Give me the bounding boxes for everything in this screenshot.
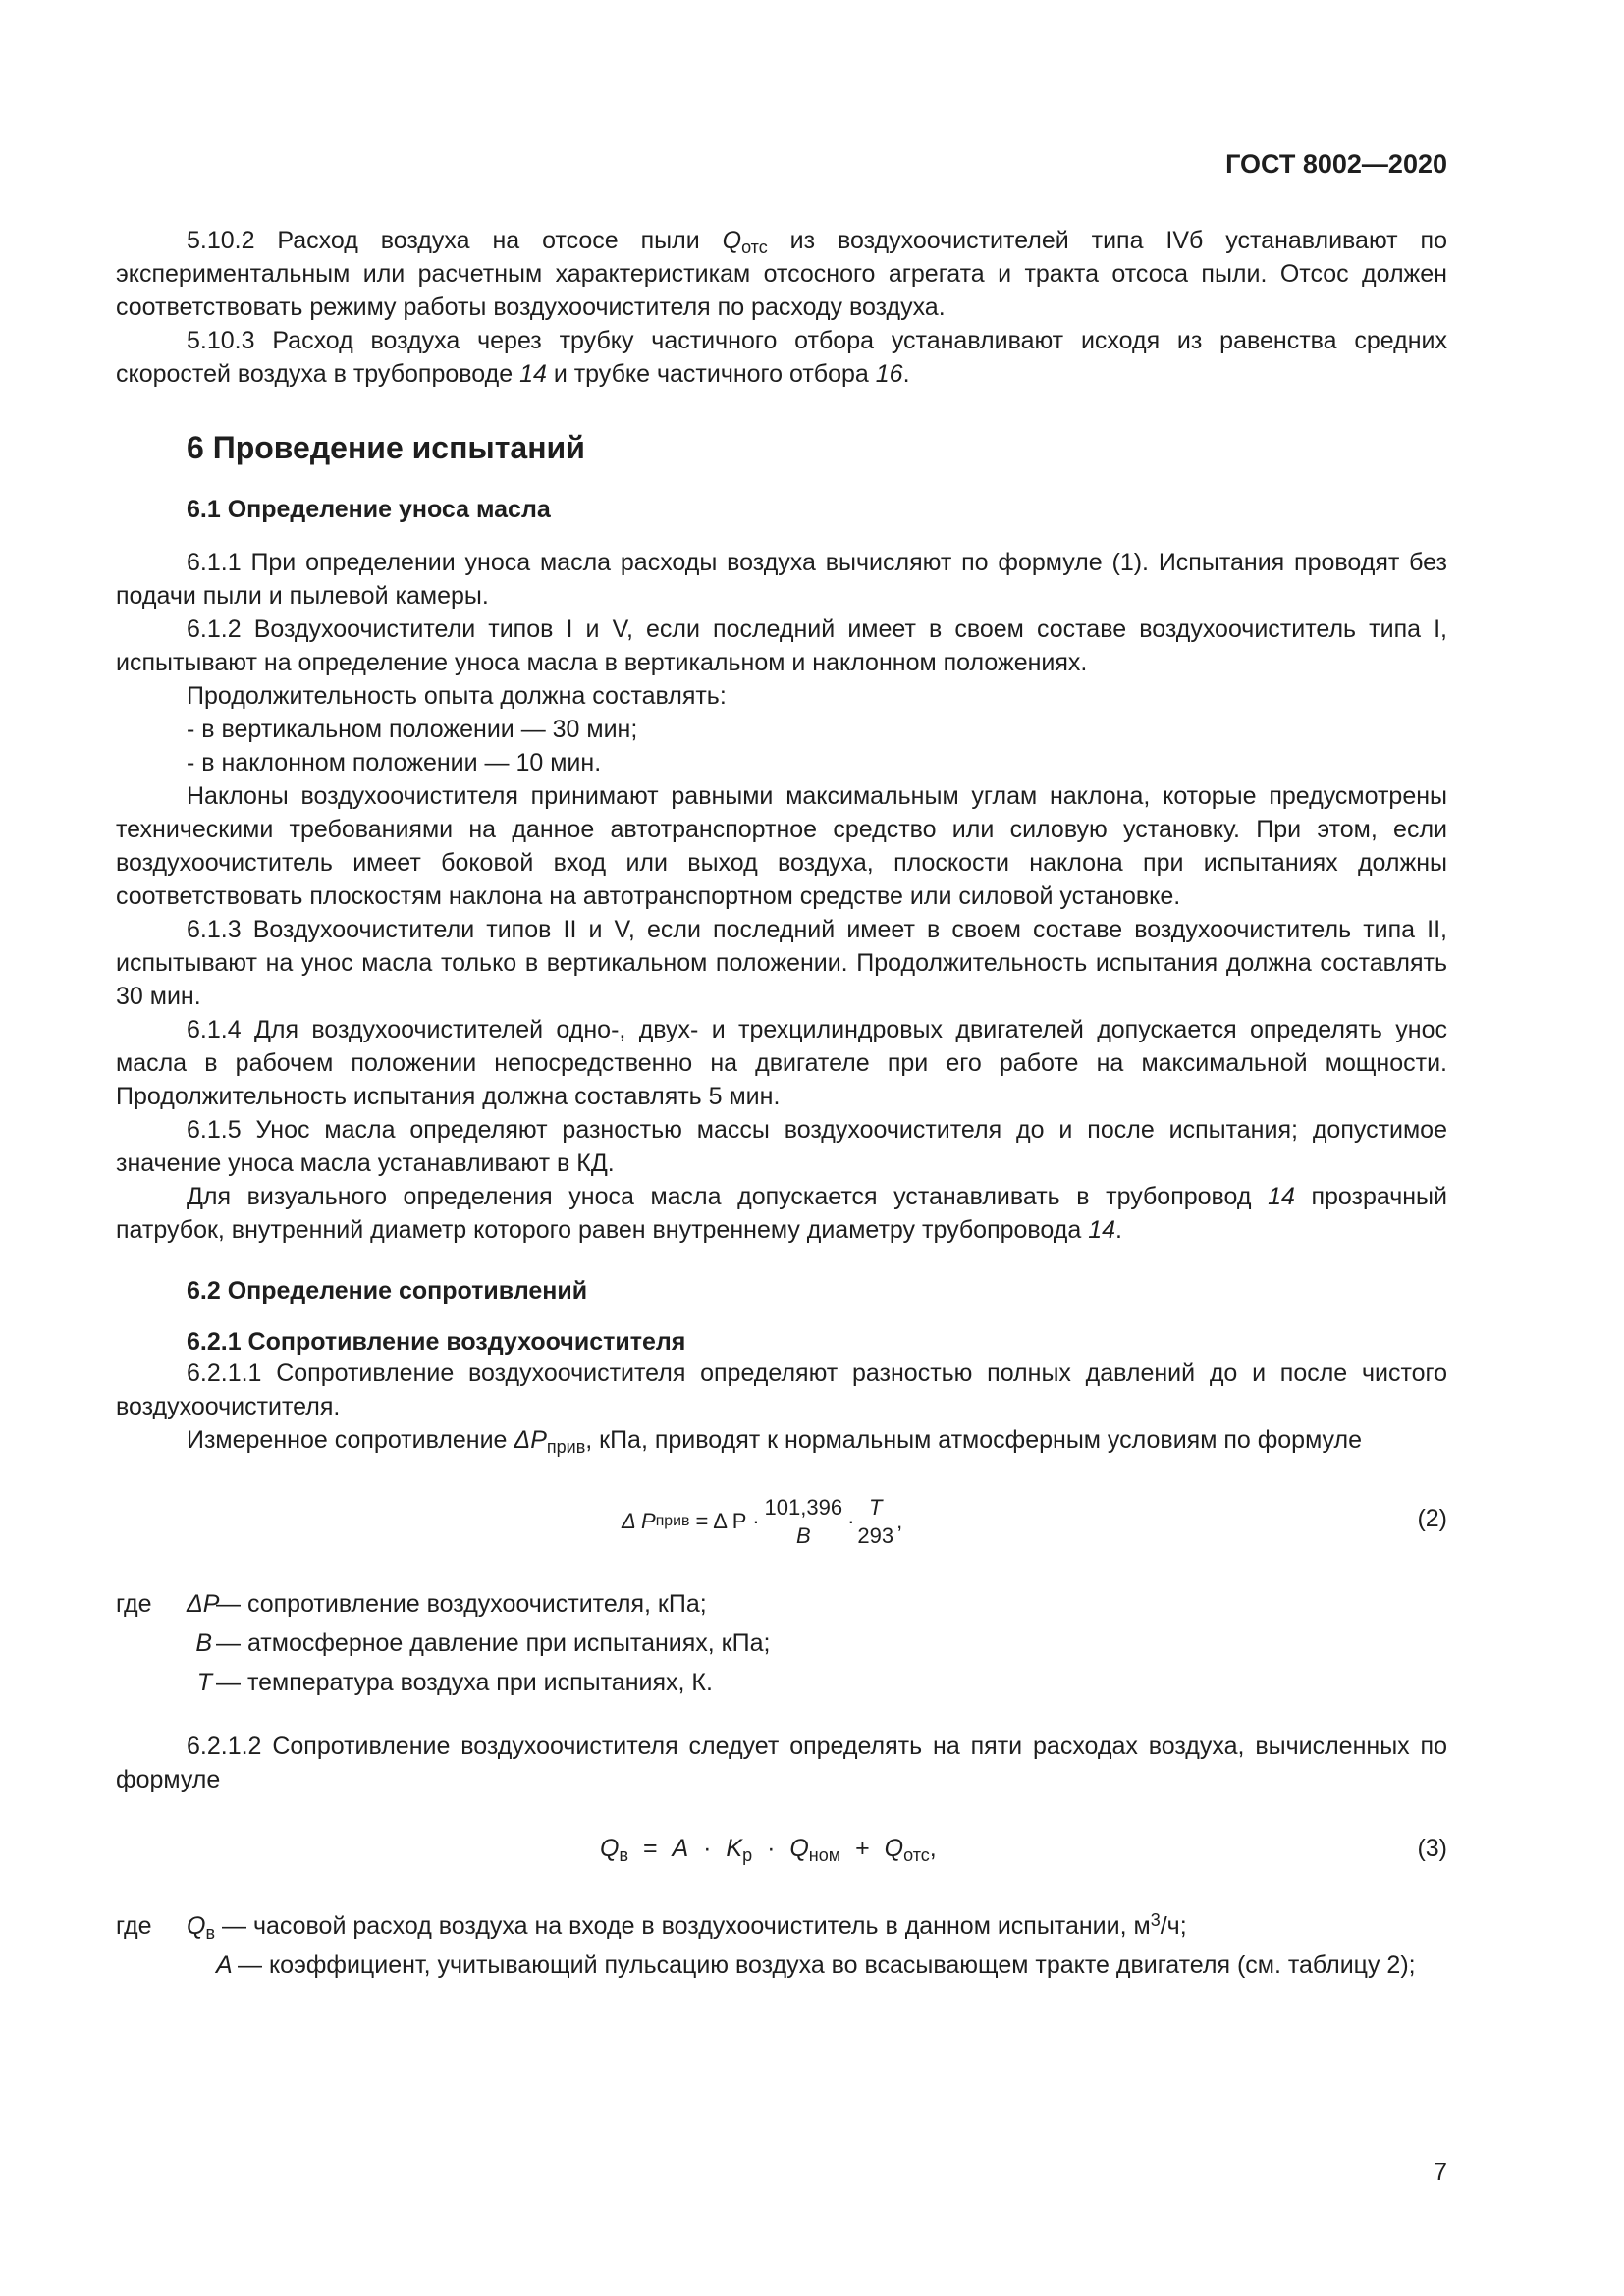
legend-symbol: B: [195, 1629, 212, 1657]
paragraph-5-10-3: [116, 324, 1447, 391]
fraction: [763, 1494, 845, 1550]
legend-definition: — атмосферное давление при испытаниях, кПа;: [216, 1629, 771, 1657]
legend-definition: — коэффициент, учитывающий пульсацию воздуха во всасывающем тракте двигателя (см. таблицу 2);: [238, 1951, 1416, 1979]
legend-symbol: T: [196, 1669, 212, 1696]
symbol: Q: [187, 1912, 206, 1940]
text: прозрачный патрубок, внутренний диаметр которого равен внутреннему диаметру трубопровода: [116, 1183, 1447, 1244]
subscript: отс: [741, 238, 768, 258]
section-6-title: 6 Проведение испытаний: [187, 430, 585, 465]
formula-comma: ,: [929, 1835, 937, 1862]
formula-subscript: отс: [903, 1845, 930, 1866]
paragraph-tilt: Наклоны воздухоочистителя принимают равными максимальным углам наклона, которые предусмотрены техническими требованиями на данное автотранспортное средство или силовую установку. При этом, если воздухоочиститель имеет боковой вход или выход воздуха, плоскости наклона при испытаниях должны соответствовать плоскостям наклона на автотранспортном средстве или силовой установке.: [116, 782, 1447, 910]
formula-operator: =: [628, 1835, 673, 1862]
formula-comma: ,: [896, 1509, 903, 1533]
formula-symbol: K: [726, 1835, 743, 1862]
text: из воздухоочистителей типа IVб устанавливают по экспериментальным или расчетным характеристикам отсосного агрегата и тракта отсоса пыли. Отсос должен соответствовать режиму работы воздухоочистителя по расходу воздуха.: [116, 227, 1447, 321]
page-number: 7: [1434, 2159, 1447, 2186]
formula-subscript: ном: [808, 1845, 841, 1866]
subsection-6-2-1-title: 6.2.1 Сопротивление воздухоочистителя: [187, 1328, 686, 1356]
formula-symbol: A: [672, 1835, 689, 1862]
formula-operator: ·: [688, 1835, 727, 1862]
legend-symbol: [187, 1906, 216, 1946]
legend-spacer: [116, 1946, 222, 1985]
text: и трубке частичного отбора: [546, 360, 876, 388]
paragraph-visual: [116, 1180, 1447, 1247]
paragraph-6-2-1-2: 6.2.1.2 Сопротивление воздухоочистителя следует определять на пяти расходах воздуха, вычисленных по формуле: [116, 1733, 1447, 1793]
superscript: 3: [1150, 1909, 1161, 1930]
list-item: - в наклонном положении — 10 мин.: [187, 749, 602, 776]
paragraph-6-1-4: 6.1.4 Для воздухоочистителей одно-, двух- и трехцилиндровых двигателей допускается определять унос масла в рабочем положении непосредственно на двигателе при его работе на максимальной мощности. Продолжительность испытания должна составлять 5 мин.: [116, 1016, 1447, 1110]
formula-2-legend: [116, 1584, 1447, 1702]
text: Для визуального определения уноса масла допускается устанавливать в трубопровод: [187, 1183, 1269, 1210]
formula-3-expression: [600, 1832, 937, 1865]
legend-lead: где: [116, 1590, 152, 1618]
formula-symbol: Δ P: [622, 1509, 656, 1533]
formula-operator: ·: [847, 1509, 855, 1533]
reference-number: 14: [519, 360, 547, 388]
paragraph-6-2-1-1: 6.2.1.1 Сопротивление воздухоочистителя определяют разностью полных давлений до и после чистого воздухоочистителя.: [116, 1360, 1447, 1420]
paragraph-5-10-2: [116, 224, 1447, 324]
legend-row: [116, 1624, 1447, 1663]
fraction: [857, 1494, 893, 1550]
paragraph-duration: Продолжительность опыта должна составлять:: [187, 682, 727, 710]
reference-number: 14: [1268, 1183, 1295, 1210]
reference-number: 16: [875, 360, 903, 388]
formula-number: (3): [1417, 1835, 1447, 1862]
subscript: прив: [546, 1437, 586, 1458]
subsection-6-1-title: 6.1 Определение уноса масла: [187, 496, 551, 523]
formula-2: [116, 1482, 1447, 1561]
formula-2-expression: Δ P прив = Δ P · $\frac{101,396}{B}$ · $\frac{T}{293}$ ,: [622, 1494, 903, 1548]
paragraph-6-1-2: 6.1.2 Воздухоочистители типов I и V, если последний имеет в своем составе воздухоочиститель типа I, испытывают на определение уноса масла в вертикальном и наклонном положениях.: [116, 615, 1447, 676]
paragraph-6-1-5: 6.1.5 Унос масла определяют разностью массы воздухоочистителя до и после испытания; допустимое значение уноса масла устанавливают в КД.: [116, 1116, 1447, 1177]
document-header: ГОСТ 8002—2020: [1225, 149, 1447, 179]
symbol: Q: [722, 227, 742, 254]
formula-symbol: Q: [884, 1835, 904, 1862]
document-page: [116, 0, 1447, 2296]
text: — часовой расход воздуха на входе в воздухоочиститель в данном испытании, м: [222, 1912, 1151, 1940]
spacer: [116, 1702, 1447, 1730]
paragraph-6-1-1: 6.1.1 При определении уноса масла расходы воздуха вычисляют по формуле (1). Испытания проводят без подачи пыли и пылевой камеры.: [116, 549, 1447, 610]
formula-3-legend: [116, 1906, 1447, 1985]
formula-3: [116, 1818, 1447, 1889]
legend-definition: — температура воздуха при испытаниях, К.: [216, 1669, 713, 1696]
numerator: T: [867, 1494, 884, 1522]
legend-definition: — сопротивление воздухоочистителя, кПа;: [216, 1590, 707, 1618]
legend-row: [116, 1663, 1447, 1702]
legend-definition: [216, 1906, 1447, 1946]
formula-operator: = Δ P ·: [689, 1509, 760, 1533]
formula-operator: +: [840, 1835, 885, 1862]
list-item: - в вертикальном положении — 30 мин;: [187, 716, 638, 743]
document-body: [116, 224, 1447, 1985]
text: 5.10.3 Расход воздуха через трубку частичного отбора устанавливают исходя из равенства средних скоростей воздуха в трубопроводе: [116, 327, 1447, 388]
formula-subscript: в: [619, 1845, 629, 1866]
text: 5.10.2 Расход воздуха на отсосе пыли: [187, 227, 723, 254]
legend-spacer: [116, 1663, 187, 1702]
formula-symbol: Q: [789, 1835, 809, 1862]
legend-row: A — коэффициент, учитывающий пульсацию воздуха во всасывающем тракте двигателя (см. таблицу 2);: [116, 1946, 1447, 1985]
numerator: 101,396: [763, 1494, 845, 1522]
formula-subscript: р: [742, 1845, 753, 1866]
formula-symbol: Q: [600, 1835, 620, 1862]
denominator: B: [795, 1522, 811, 1548]
paragraph-6-1-3: 6.1.3 Воздухоочистители типов II и V, если последний имеет в своем составе воздухоочиститель типа II, испытывают на унос масла только в вертикальном положении. Продолжительность испытания должна составлять 30 мин.: [116, 916, 1447, 1010]
subsection-6-2-title: 6.2 Определение сопротивлений: [187, 1277, 588, 1305]
legend-spacer: [116, 1624, 187, 1663]
text: /ч;: [1160, 1912, 1187, 1940]
legend-row: [116, 1584, 1447, 1624]
legend-symbol: ΔP: [187, 1590, 220, 1618]
legend-row: [116, 1906, 1447, 1946]
text: , кПа, приводят к нормальным атмосферным условиям по формуле: [585, 1426, 1362, 1454]
text: .: [902, 360, 910, 388]
reference-number: 14: [1088, 1216, 1116, 1244]
formula-operator: ·: [752, 1835, 790, 1862]
text: .: [1115, 1216, 1122, 1244]
text: Измеренное сопротивление: [187, 1426, 514, 1454]
symbol: ΔP: [514, 1426, 547, 1454]
paragraph-measured: [116, 1423, 1447, 1457]
subscript: в: [205, 1923, 216, 1944]
formula-number: (2): [1417, 1505, 1447, 1532]
denominator: 293: [857, 1522, 894, 1548]
legend-lead: где: [116, 1912, 152, 1940]
